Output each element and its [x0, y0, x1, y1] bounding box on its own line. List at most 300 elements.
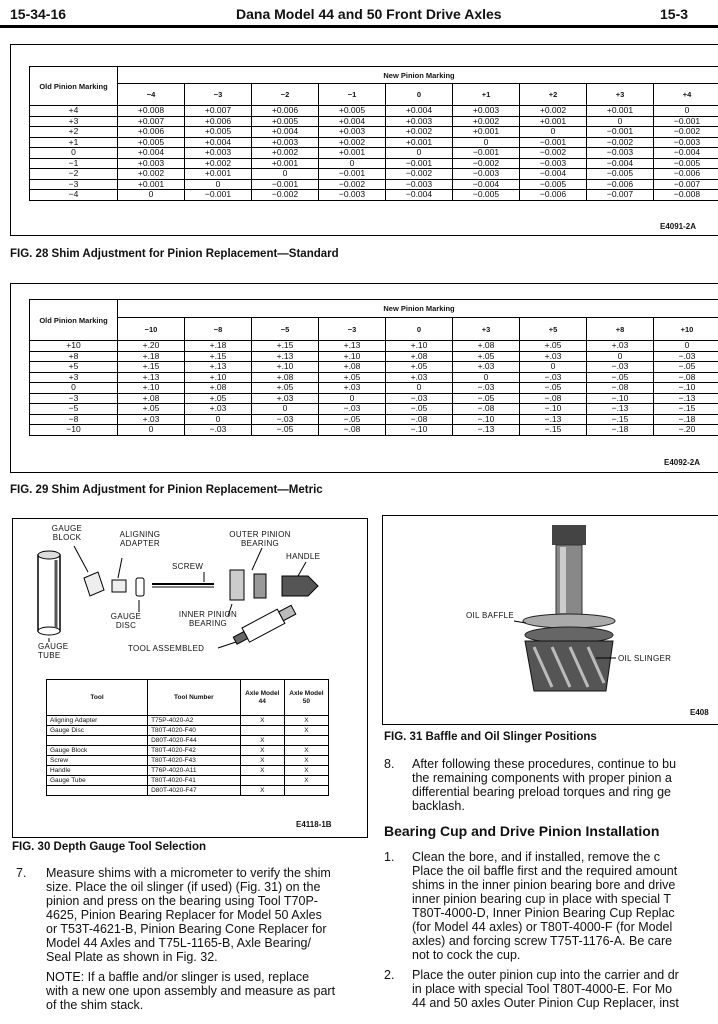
shim-value-cell: −0.003 [520, 158, 587, 169]
shim-value-cell: 0 [118, 425, 185, 436]
shim-value-cell: −.03 [520, 372, 587, 383]
shim-value-cell: +.18 [118, 351, 185, 362]
shim-value-cell: 0 [252, 404, 319, 415]
table-row [30, 351, 718, 362]
shim-value-cell: +.03 [386, 372, 453, 383]
shim-value-cell: −.05 [654, 362, 718, 373]
shim-value-cell: −0.001 [587, 127, 654, 138]
text-line: Seal Plate as shown in Fig. 32. [46, 950, 218, 964]
shim-value-cell: −0.004 [386, 190, 453, 201]
shim-value-cell: +.13 [252, 351, 319, 362]
step-7-number: 7. [16, 866, 27, 880]
shim-value-cell: −0.001 [386, 158, 453, 169]
shim-value-cell: +.13 [118, 372, 185, 383]
shim-value-cell: 0 [520, 362, 587, 373]
tool-m44-cell: X [240, 766, 284, 776]
shim-value-cell: +0.006 [118, 127, 185, 138]
text-line: 44 and 50 axles Outer Pinion Cup Replacer, inst [412, 996, 679, 1010]
section-title: Bearing Cup and Drive Pinion Installation [384, 823, 660, 839]
shim-value-cell: −0.001 [520, 137, 587, 148]
shim-value-cell: −0.003 [386, 179, 453, 190]
table-row [30, 425, 718, 436]
tool-tool-cell [47, 786, 148, 796]
shim-value-cell: +.08 [185, 383, 252, 394]
tool-m44-cell: X [240, 736, 284, 746]
shim-value-cell: −0.002 [453, 158, 520, 169]
shim-value-cell: +.10 [386, 341, 453, 352]
text-line: pinion and press on the bearing using Tool T70P- [46, 894, 318, 908]
shim-value-cell: −.05 [319, 414, 386, 425]
oil-baffle-shape [523, 614, 615, 628]
old-marking-cell: +3 [30, 116, 118, 127]
shim-value-cell: −0.001 [185, 190, 252, 201]
aligning-adapter-shape [112, 580, 126, 592]
shim-value-cell: −0.008 [654, 190, 718, 201]
shim-value-cell: +0.001 [319, 148, 386, 159]
shim-value-cell: +.15 [185, 351, 252, 362]
new-marking-col-header: +5 [520, 318, 587, 341]
new-marking-col-header: −1 [319, 84, 386, 106]
shim-value-cell: +.08 [319, 362, 386, 373]
shim-value-cell: −0.005 [520, 179, 587, 190]
table-row [30, 362, 718, 373]
shim-value-cell: +.10 [252, 362, 319, 373]
shim-value-cell: −.18 [587, 425, 654, 436]
tool-number-cell: D80T-4020-F44 [148, 736, 241, 746]
tool-m44-cell: X [240, 756, 284, 766]
shim-value-cell: −.05 [453, 393, 520, 404]
text-line: (for Model 44 axles) or T80T-4000-F (for Model [412, 920, 673, 934]
shim-value-cell: +0.001 [118, 179, 185, 190]
shim-value-cell: +.05 [319, 372, 386, 383]
shim-value-cell: +.13 [319, 341, 386, 352]
shim-value-cell: +.05 [453, 351, 520, 362]
shim-value-cell: −.20 [654, 425, 718, 436]
shim-value-cell: 0 [520, 127, 587, 138]
shim-value-cell: +0.001 [453, 127, 520, 138]
new-marking-col-header: −4 [118, 84, 185, 106]
shim-value-cell: −0.004 [453, 179, 520, 190]
pinion-spline [552, 525, 586, 545]
table-body [30, 106, 718, 201]
shim-value-cell: −.08 [587, 383, 654, 394]
shim-value-cell: +0.003 [118, 158, 185, 169]
text-line: the remaining components with proper pinion a [412, 771, 672, 785]
old-marking-cell: 0 [30, 383, 118, 394]
new-marking-col-header: 0 [386, 318, 453, 341]
label-aligning-adapter: ALIGNING ADAPTER [119, 530, 161, 548]
shim-value-cell: +0.001 [520, 116, 587, 127]
shim-value-cell: −.10 [520, 404, 587, 415]
tool-table-col-header: Axle Model 50 [284, 680, 328, 716]
tool-m44-cell [240, 776, 284, 786]
table-row [30, 158, 718, 169]
shim-value-cell: +0.007 [185, 106, 252, 117]
shim-value-cell: +.05 [185, 393, 252, 404]
text-line: of the shim stack. [46, 998, 144, 1012]
step-7-text [46, 866, 368, 964]
shim-value-cell: +0.003 [185, 148, 252, 159]
shim-value-cell: 0 [654, 341, 718, 352]
old-marking-cell: +1 [30, 137, 118, 148]
shim-value-cell: −0.006 [587, 179, 654, 190]
shim-value-cell: 0 [587, 351, 654, 362]
tool-tool-cell: Aligning Adapter [47, 716, 148, 726]
tool-m44-cell [240, 726, 284, 736]
table-row [30, 190, 718, 201]
tool-tool-cell: Handle [47, 766, 148, 776]
shim-value-cell: +0.003 [252, 137, 319, 148]
shim-value-cell: +.13 [185, 362, 252, 373]
text-line: in place with special Tool T80T-4000-E. For Mo [412, 982, 673, 996]
table-row [30, 414, 718, 425]
tool-tool-cell: Gauge Block [47, 746, 148, 756]
step-1-number: 1. [384, 850, 395, 864]
shim-value-cell: −.13 [587, 404, 654, 415]
new-marking-header: New Pinion Marking [118, 300, 718, 318]
new-marking-col-header: −2 [252, 84, 319, 106]
new-marking-col-header: +2 [520, 84, 587, 106]
text-line: with a new one upon assembly and measure as part [46, 984, 336, 998]
shim-value-cell: −.03 [319, 404, 386, 415]
shim-value-cell: −0.002 [654, 127, 718, 138]
tool-m44-cell: X [240, 716, 284, 726]
tool-table-col-header: Axle Model 44 [240, 680, 284, 716]
shim-value-cell: 0 [386, 383, 453, 394]
page-header [10, 6, 718, 26]
label-tool-assembled: TOOL ASSEMBLED [128, 644, 205, 653]
shim-value-cell: −.05 [252, 425, 319, 436]
shim-value-cell: 0 [185, 179, 252, 190]
shim-value-cell: −.03 [185, 425, 252, 436]
new-marking-col-header: +3 [453, 318, 520, 341]
fig28-code: E4091-2A [660, 222, 697, 231]
shim-value-cell: −0.002 [386, 169, 453, 180]
old-marking-cell: +5 [30, 362, 118, 373]
shim-value-cell: +0.001 [185, 169, 252, 180]
table-row [47, 746, 329, 756]
label-inner-pinion-bearing: INNER PINION BEARING [178, 610, 238, 628]
shim-value-cell: −.08 [520, 393, 587, 404]
shim-value-cell: +.03 [252, 393, 319, 404]
old-marking-header: Old Pinion Marking [30, 300, 118, 341]
table-row [47, 776, 329, 786]
shim-value-cell: +0.001 [252, 158, 319, 169]
label-gauge-block: GAUGE BLOCK [51, 524, 83, 542]
shim-value-cell: +.15 [118, 362, 185, 373]
tool-number-cell: T80T-4020-F43 [148, 756, 241, 766]
table-row [30, 404, 718, 415]
shim-value-cell: 0 [319, 393, 386, 404]
shim-value-cell: +.10 [185, 372, 252, 383]
shim-value-cell: −.10 [453, 414, 520, 425]
table-row [30, 169, 718, 180]
tool-selection-table [46, 679, 329, 796]
shim-value-cell: −.05 [520, 383, 587, 394]
shim-value-cell: −0.003 [654, 137, 718, 148]
table-row [47, 786, 329, 796]
new-marking-col-header: −3 [185, 84, 252, 106]
tool-tool-cell: Gauge Disc [47, 726, 148, 736]
shim-value-cell: +.03 [319, 383, 386, 394]
shim-value-cell: −0.007 [587, 190, 654, 201]
tool-number-cell: D80T-4020-F47 [148, 786, 241, 796]
shim-value-cell: −0.005 [587, 169, 654, 180]
page-number: 15-34-16 [10, 6, 67, 22]
step-8-text [412, 757, 718, 813]
outer-bearing-shape [230, 570, 244, 600]
text-line: After following these procedures, continue to bu [412, 757, 677, 771]
text-line: not to cock the cup. [412, 948, 521, 962]
old-marking-cell: +3 [30, 372, 118, 383]
fig28-caption: FIG. 28 Shim Adjustment for Pinion Replacement—Standard [10, 248, 339, 260]
text-line: NOTE: If a baffle and/or slinger is used, replace [46, 970, 310, 984]
old-marking-cell: +4 [30, 106, 118, 117]
tool-m50-cell [284, 736, 328, 746]
tool-number-cell: T80T-4020-F41 [148, 776, 241, 786]
page-title: Dana Model 44 and 50 Front Drive Axles [236, 6, 502, 22]
shim-value-cell: 0 [587, 116, 654, 127]
table-row [47, 756, 329, 766]
text-line: Place the oil baffle first and the required amount [412, 864, 678, 878]
shim-value-cell: −.13 [654, 393, 718, 404]
table-row [30, 137, 718, 148]
text-line: Place the outer pinion cup into the carrier and dr [412, 968, 679, 982]
shim-value-cell: −.15 [520, 425, 587, 436]
old-marking-cell: −3 [30, 179, 118, 190]
shim-value-cell: +0.002 [520, 106, 587, 117]
shim-value-cell: 0 [386, 148, 453, 159]
shim-value-cell: +0.004 [319, 116, 386, 127]
old-marking-cell: −3 [30, 393, 118, 404]
new-marking-header: New Pinion Marking [118, 67, 718, 84]
tool-number-cell: T80T-4020-F40 [148, 726, 241, 736]
shim-value-cell: +0.006 [185, 116, 252, 127]
label-screw: SCREW [172, 562, 204, 571]
shim-value-cell: −0.002 [587, 137, 654, 148]
tool-table-header [47, 680, 329, 716]
shim-value-cell: +0.005 [319, 106, 386, 117]
shim-value-cell: +0.005 [185, 127, 252, 138]
shim-value-cell: −.05 [386, 404, 453, 415]
shim-value-cell: 0 [118, 190, 185, 201]
tool-tool-cell: Gauge Tube [47, 776, 148, 786]
text-line: size. Place the oil slinger (if used) (Fig. 31) on the [46, 880, 321, 894]
fig29-caption: FIG. 29 Shim Adjustment for Pinion Replacement—Metric [10, 484, 323, 496]
new-marking-col-header: +3 [587, 84, 654, 106]
shim-value-cell: +.10 [118, 383, 185, 394]
shim-value-cell: +0.003 [453, 106, 520, 117]
label-handle: HANDLE [286, 552, 321, 561]
tool-number-cell: T76P-4020-A11 [148, 766, 241, 776]
fig30-code: E4118-1B [296, 820, 332, 829]
shim-value-cell: +.08 [118, 393, 185, 404]
shim-value-cell: −0.003 [587, 148, 654, 159]
shim-value-cell: −0.001 [319, 169, 386, 180]
old-marking-header: Old Pinion Marking [30, 67, 118, 106]
shim-value-cell: +.05 [118, 404, 185, 415]
shim-value-cell: 0 [252, 169, 319, 180]
shim-value-cell: +.03 [185, 404, 252, 415]
shim-value-cell: −.08 [453, 404, 520, 415]
shim-value-cell: −.08 [386, 414, 453, 425]
shim-value-cell: +.03 [520, 351, 587, 362]
shim-value-cell: −.08 [654, 372, 718, 383]
shim-value-cell: +0.005 [118, 137, 185, 148]
shim-value-cell: −0.006 [520, 190, 587, 201]
pinion-photo [384, 517, 718, 721]
shim-value-cell: −.13 [520, 414, 587, 425]
old-marking-cell: −1 [30, 158, 118, 169]
step-2-text [412, 968, 718, 1010]
shim-value-cell: −0.003 [453, 169, 520, 180]
shim-value-cell: +.05 [520, 341, 587, 352]
old-marking-cell: −8 [30, 414, 118, 425]
label-gauge-tube: GAUGE TUBE [38, 642, 69, 660]
table-row [47, 726, 329, 736]
column-header-row [30, 318, 718, 341]
old-marking-cell: +2 [30, 127, 118, 138]
step-1-text [412, 850, 718, 962]
tool-table-col-header: Tool Number [148, 680, 241, 716]
shim-value-cell: +0.005 [252, 116, 319, 127]
table-row [47, 766, 329, 776]
shim-table-metric [29, 299, 718, 436]
shim-value-cell: −.10 [654, 383, 718, 394]
tool-m50-cell: X [284, 726, 328, 736]
shim-value-cell: +0.002 [118, 169, 185, 180]
table-row [30, 148, 718, 159]
column-header-row [30, 84, 718, 106]
table-row [30, 383, 718, 394]
table-row [30, 106, 718, 117]
shim-value-cell: +.08 [453, 341, 520, 352]
fig30-caption: FIG. 30 Depth Gauge Tool Selection [12, 841, 207, 853]
new-marking-col-header: −3 [319, 318, 386, 341]
tool-number-cell: T75P-4020-A2 [148, 716, 241, 726]
new-marking-col-header: −5 [252, 318, 319, 341]
shim-value-cell: −0.001 [453, 148, 520, 159]
tool-m50-cell: X [284, 776, 328, 786]
text-line: shims in the inner pinion bearing bore and drive [412, 878, 676, 892]
handle-shape [282, 576, 318, 596]
tool-m44-cell: X [240, 786, 284, 796]
tool-m50-cell [284, 786, 328, 796]
shim-value-cell: −0.004 [587, 158, 654, 169]
old-marking-cell: −4 [30, 190, 118, 201]
shim-value-cell: −0.004 [654, 148, 718, 159]
shim-value-cell: −.15 [587, 414, 654, 425]
shim-value-cell: −.03 [386, 393, 453, 404]
gauge-tube-top [38, 551, 60, 559]
text-line: inner pinion bearing cup in place with special T [412, 892, 671, 906]
new-marking-col-header: −8 [185, 318, 252, 341]
tool-m50-cell: X [284, 716, 328, 726]
tool-m50-cell: X [284, 756, 328, 766]
shim-value-cell: −0.007 [654, 179, 718, 190]
fig31-caption: FIG. 31 Baffle and Oil Slinger Positions [384, 731, 597, 743]
tool-table-body [47, 716, 329, 796]
table-row [30, 116, 718, 127]
table-row [30, 372, 718, 383]
shim-value-cell: +.03 [587, 341, 654, 352]
shim-value-cell: −0.002 [319, 179, 386, 190]
shim-value-cell: −.03 [654, 351, 718, 362]
text-line: differential bearing preload torques and ring ge [412, 785, 671, 799]
text-line: backlash. [412, 799, 465, 813]
tool-m44-cell: X [240, 746, 284, 756]
label-outer-pinion-bearing: OUTER PINION BEARING [229, 530, 291, 548]
shim-value-cell: +0.001 [587, 106, 654, 117]
shim-value-cell: 0 [453, 372, 520, 383]
label-oil-slinger: OIL SLINGER [618, 654, 672, 663]
shim-value-cell: +0.007 [118, 116, 185, 127]
new-marking-col-header: +1 [453, 84, 520, 106]
text-line: Model 44 Axles and T75L-1165-B, Axle Bearing/ [46, 936, 311, 950]
shim-value-cell: 0 [453, 137, 520, 148]
tool-tool-cell: Screw [47, 756, 148, 766]
shim-value-cell: +.03 [118, 414, 185, 425]
shim-value-cell: −0.005 [654, 158, 718, 169]
old-marking-cell: 0 [30, 148, 118, 159]
label-gauge-disc: GAUGE DISC [110, 612, 142, 630]
label-oil-baffle: OIL BAFFLE [466, 611, 515, 620]
shim-value-cell: −0.003 [319, 190, 386, 201]
text-line: or T53T-4621-B, Pinion Bearing Cone Replacer for [46, 922, 327, 936]
step-7-note [46, 970, 368, 1012]
step-2-number: 2. [384, 968, 395, 982]
page-number-right: 15-3 [660, 6, 689, 22]
shim-value-cell: +.05 [252, 383, 319, 394]
shim-value-cell: +0.003 [386, 116, 453, 127]
tool-number-cell: T80T-4020-F42 [148, 746, 241, 756]
shim-value-cell: −0.004 [520, 169, 587, 180]
text-line: Clean the bore, and if installed, remove the c [412, 850, 661, 864]
shim-value-cell: −.08 [319, 425, 386, 436]
text-line: axles) and forcing screw T75T-1176-A. Be care [412, 934, 673, 948]
new-marking-col-header: +4 [654, 84, 718, 106]
shim-value-cell: −.15 [654, 404, 718, 415]
old-marking-cell: −5 [30, 404, 118, 415]
shim-value-cell: +0.002 [185, 158, 252, 169]
table-body [30, 341, 718, 436]
header-rule [0, 25, 718, 28]
table-row [30, 341, 718, 352]
table-row [47, 736, 329, 746]
shim-value-cell: 0 [319, 158, 386, 169]
shim-value-cell: +.03 [453, 362, 520, 373]
shim-table-standard [29, 66, 718, 201]
fig29-code: E4092-2A [664, 458, 701, 467]
old-marking-cell: +8 [30, 351, 118, 362]
new-marking-col-header: 0 [386, 84, 453, 106]
table-row [30, 393, 718, 404]
shim-value-cell: +0.004 [252, 127, 319, 138]
shim-value-cell: +0.001 [386, 137, 453, 148]
shim-value-cell: +.15 [252, 341, 319, 352]
shim-value-cell: +0.002 [319, 137, 386, 148]
table-row [47, 716, 329, 726]
old-marking-cell: +10 [30, 341, 118, 352]
shim-value-cell: +.20 [118, 341, 185, 352]
shim-value-cell: +.08 [386, 351, 453, 362]
gauge-disc-shape [136, 578, 144, 596]
shim-value-cell: −0.002 [252, 190, 319, 201]
text-line: 4625, Pinion Bearing Replacer for Model 50 Axles [46, 908, 322, 922]
shim-value-cell: −.03 [587, 362, 654, 373]
shim-value-cell: −0.001 [252, 179, 319, 190]
shim-value-cell: 0 [654, 106, 718, 117]
